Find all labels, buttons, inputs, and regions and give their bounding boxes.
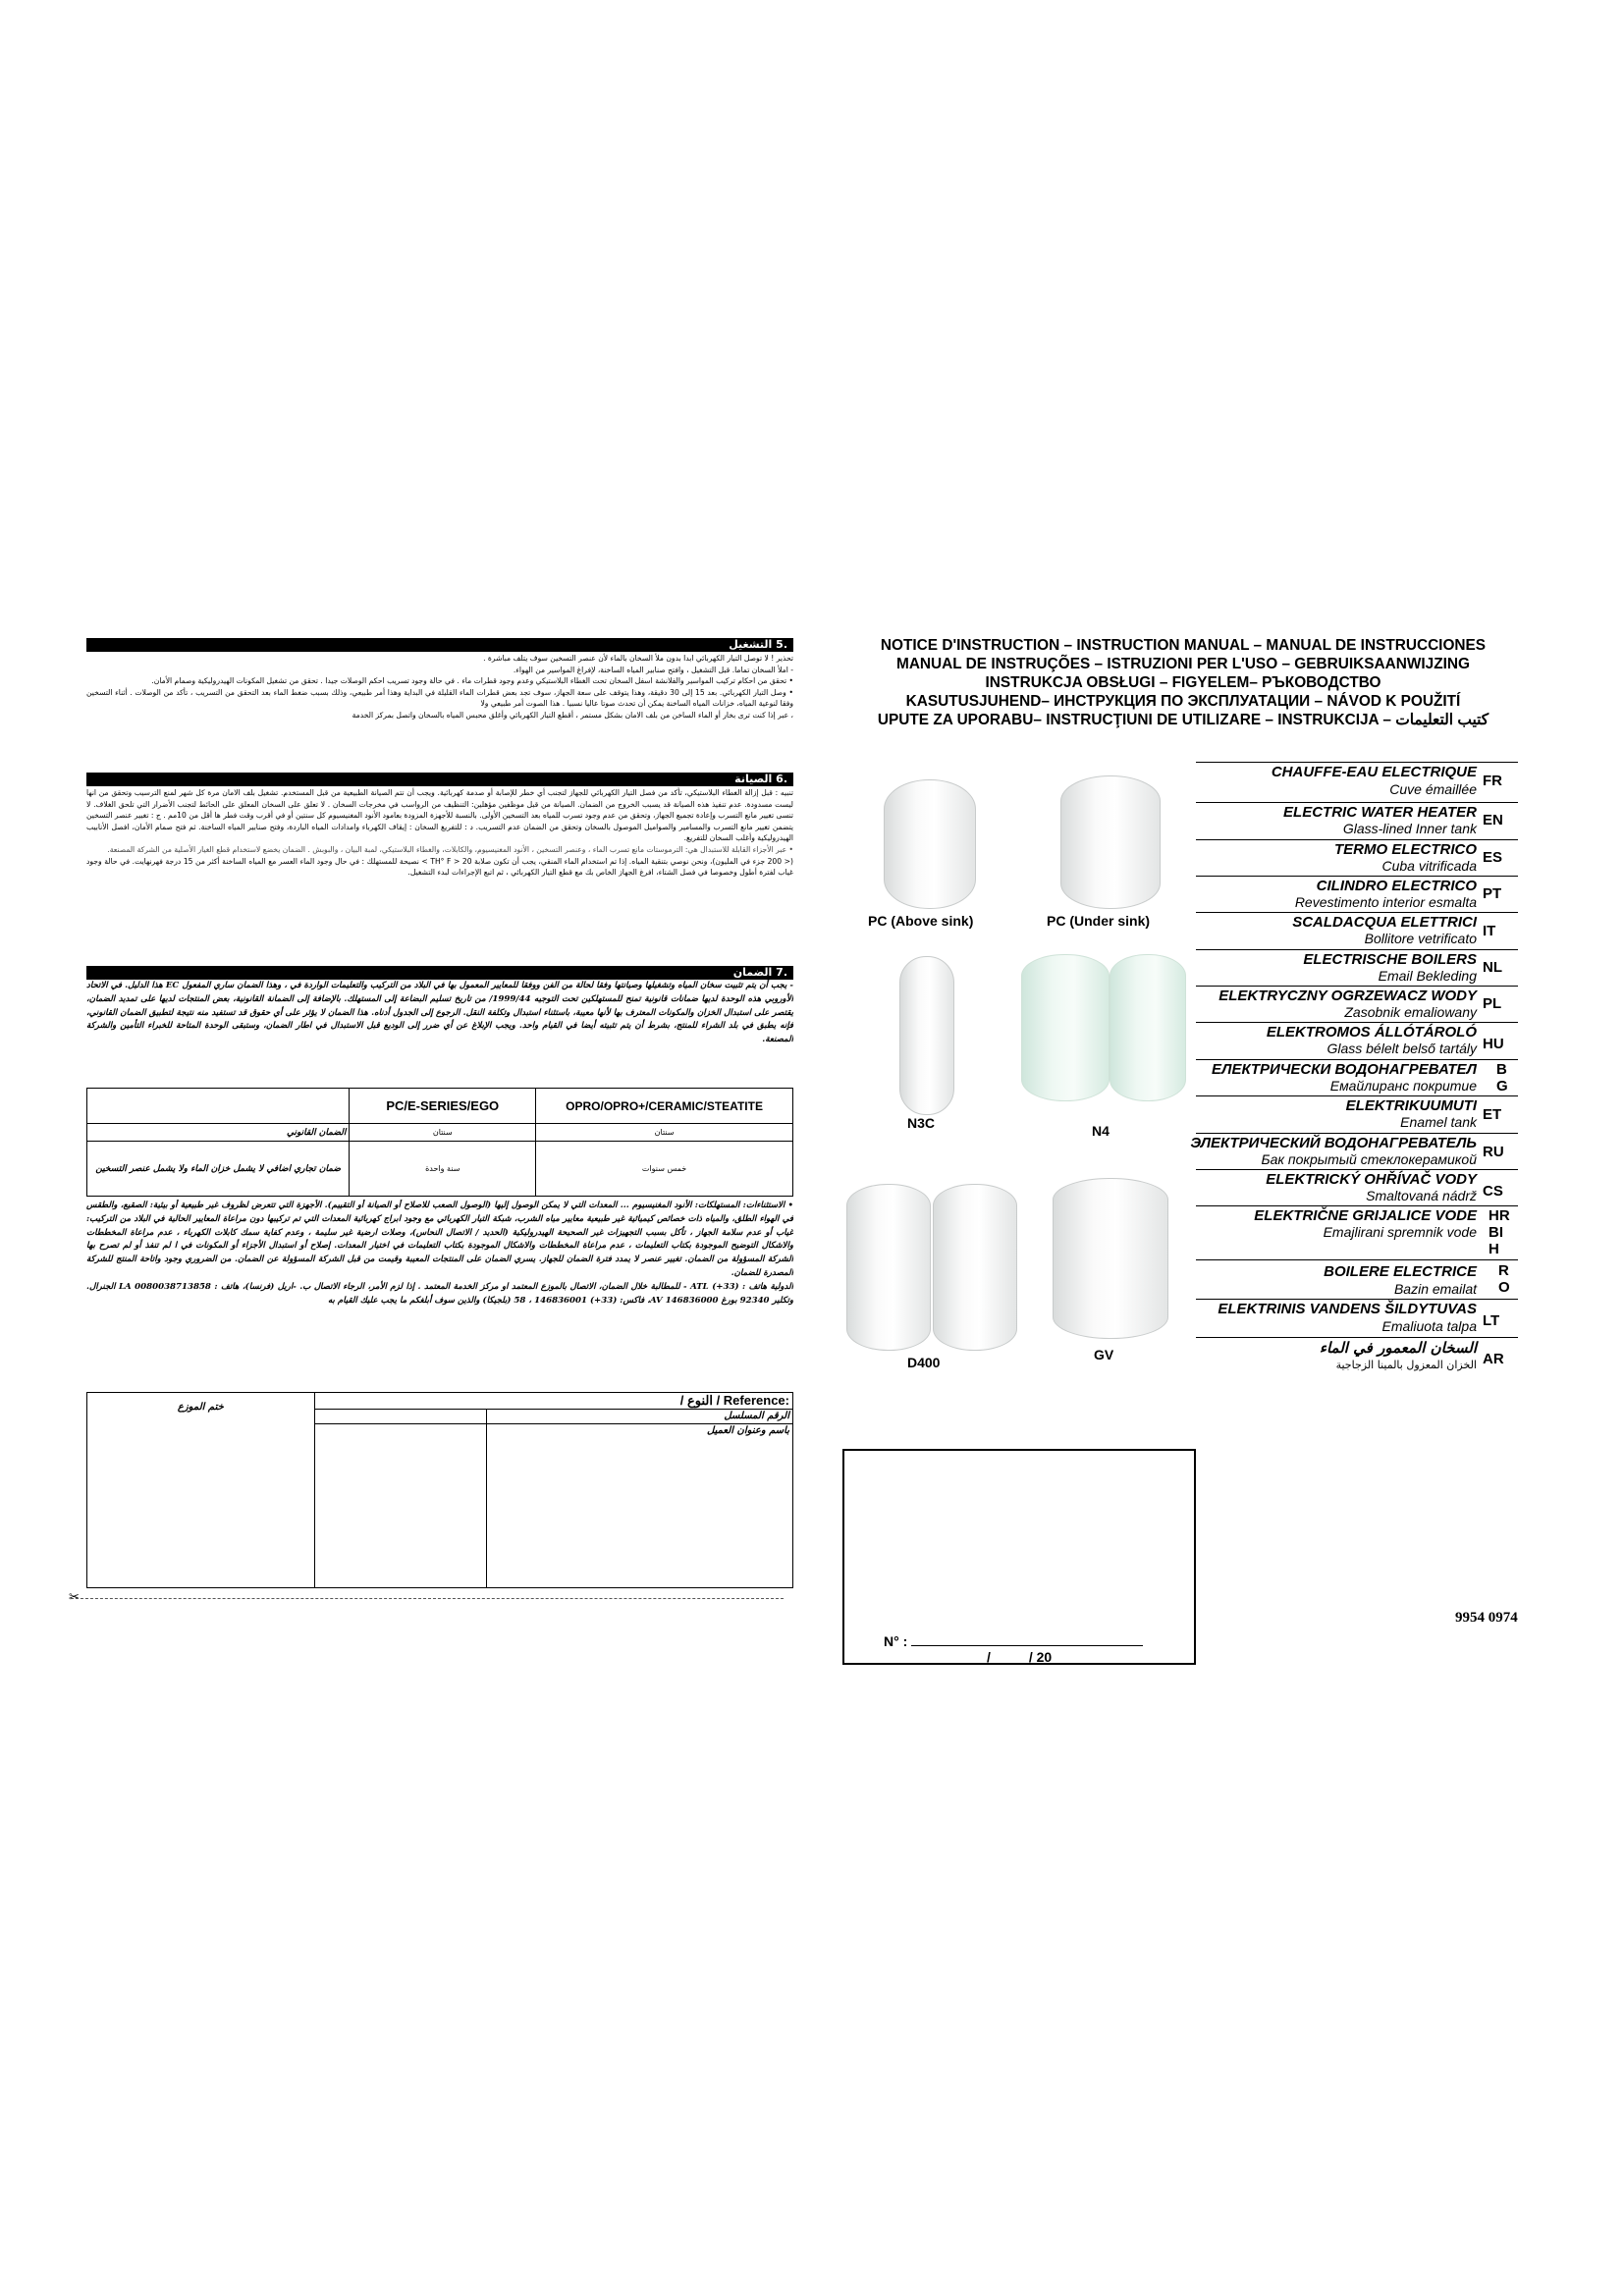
date-field[interactable]: ____ / ____ / 20___ (952, 1649, 1075, 1665)
language-tank-desc: Revestimento interior esmalta (1294, 894, 1477, 910)
language-tank-desc: Emaliuota talpa (1381, 1318, 1477, 1334)
reference-header: / النوع / Reference: (314, 1393, 792, 1410)
serial-number-field[interactable] (884, 1633, 1143, 1649)
scissors-icon: ✂ (69, 1589, 80, 1604)
language-tank-desc: Glass bélelt belső tartály (1326, 1041, 1477, 1056)
language-code: B G (1496, 1061, 1508, 1095)
language-row-lt (1196, 1299, 1518, 1338)
language-heater-name: SCALDACQUA ELETTRICI (1292, 914, 1477, 931)
language-code: ES (1483, 849, 1503, 866)
manual-title-line: NOTICE D'INSTRUCTION – INSTRUCTION MANUAL – MANUAL DE INSTRUCCIONES (880, 637, 1487, 654)
language-code: PT (1483, 885, 1502, 902)
n3c-label: N3C (907, 1115, 936, 1131)
maintenance-paragraph: • عبر الأجزاء القابلة للاستبدال هي: الترموستات مانع تسرب الماء ، وعنصر التسخين ، الأنود المغنيسيوم، والكابلات، والغطاء البلاستيكي، لمبة البيان ، والبوبش . الضمان يخضع لاستخدام قطع الغيار الأصلية من الشركة المصنعة. (107, 844, 793, 854)
language-heater-name: TERMO ELECTRICO (1334, 841, 1477, 858)
operation-paragraph: تحذير ! لا توصل التيار الكهربائي ابدا بدون ملأ السخان بالماء لأن عنصر التسخين سوف يتلف مباشرة . (483, 654, 793, 663)
gv-image (1053, 1178, 1168, 1339)
language-row-ru (1190, 1133, 1518, 1170)
language-code: LT (1483, 1312, 1500, 1329)
language-row-cs (1196, 1169, 1518, 1206)
distributor-stamp-label: ختم الموزع (177, 1402, 224, 1413)
n4-image-1 (1021, 954, 1110, 1101)
language-heater-name: CHAUFFE-EAU ELECTRIQUE (1271, 764, 1477, 780)
language-heater-name: ЕЛЕКТРИЧЕСКИ ВОДОНАГРЕВАТЕЛ (1211, 1061, 1477, 1078)
language-tank-desc: Smaltovaná nádrž (1366, 1188, 1477, 1203)
language-row-en (1196, 802, 1518, 840)
warranty-col-opro: OPRO/OPRO+/CERAMIC/STEATITE (536, 1089, 793, 1124)
pc-under-sink-label: PC (Under sink) (1047, 913, 1151, 929)
language-row-fr (1196, 762, 1518, 803)
n4-label: N4 (1092, 1123, 1110, 1139)
language-tank-desc: Cuba vitrificada (1381, 858, 1477, 874)
language-tank-desc: Bollitore vetrificato (1364, 931, 1477, 946)
language-tank-desc: Zasobnik emaliowany (1344, 1004, 1477, 1020)
warranty-row-extended: ضمان تجاري اضافي لا يشمل خزان الماء ولا يشمل عنصر التسخين (87, 1142, 350, 1197)
stamp-box[interactable] (842, 1449, 1196, 1665)
language-tank-desc: Glass-lined Inner tank (1342, 821, 1477, 836)
language-row-hu (1196, 1022, 1518, 1060)
language-tank-desc: Enamel tank (1400, 1114, 1477, 1130)
language-code: ET (1483, 1106, 1502, 1123)
pc-above-sink-image (884, 779, 976, 909)
language-row-pl (1196, 986, 1518, 1023)
maintenance-text (86, 787, 793, 962)
warranty-paragraph: - يجب أن يتم تثبيت سخان المياه وتشغيلها وصيانتها وفقا لحالة من الفن ووفقا للمعايير المعمول بها في البلاد من التركيب والتعليمات الواردة في ، وهذا الضمان ساري المفعول EC هذا الدليل. في الاتحاد الأوروبي هذه الوحدة لديها ضمانات قانونية تمنح للمستهلكين تحت التوجيه 1999/44/ من تاريخ تسليم البضاعة إلى المستهلك. بالإضافة إلى الضمانة القانونية، بعض المنتجات لديها على تمديد الضمان، يقتصر على استبدال الخزان والمكونات المعترف بها لأنها معيبة، باستثناء استبدال وتكلفة النقل. الرجوع إلى الجدول أدناه. هذا الضمان لا يؤثر على أي حقوق قد تستفيد منه نتيجة لتطبيق الضمان القانوني، فإنه يطبق في بلد الشراء للمنتج، بشرط أن يتم تثبيته أيضا في القيام واحد. ويجب الإبلاغ عن أي ضرر إلى الوديع قبل الاستبدال في اطار الضمان، وستبقى الوحدة المتاحة للخبراء التأمين والشركة المصنعة. (86, 981, 793, 1045)
operation-text (86, 653, 793, 771)
language-heater-name: ELEKTRINIS VANDENS ŠILDYTUVAS (1218, 1301, 1477, 1317)
manual-title-line: MANUAL DE INSTRUÇÕES – ISTRUZIONI PER L'USO – GEBRUIKSAANWIJZING (896, 656, 1470, 672)
language-tank-desc: Bazin emailat (1393, 1281, 1477, 1297)
language-heater-name: ELECTRIC WATER HEATER (1283, 804, 1477, 821)
section-warranty-header: .7 الضمان (86, 966, 793, 980)
language-code: FR (1483, 773, 1502, 789)
exclusions-paragraph: الدولية هاتف : (33+) ATL - للمطالبة خلال الضمان، الاتصال بالموزع المعتمد او مركز الخدمة المعتمد . إذا لزم الأمر، الرجاء الاتصال ب. -اريل (فرنسا)، هاتف : 0080038713858 LA الجنرال. وتكلير 92340 بورغ AV 146836000، فاكس: (33+) 146836001 ، 58 (بلجيكا) والذين سوف أبلغكم ما يجب عليك القيام به (86, 1281, 793, 1306)
warranty-empty-cell (87, 1089, 350, 1124)
exclusions-text (86, 1200, 793, 1388)
serial-number-label: الرقم المسلسل (487, 1410, 793, 1424)
language-tank-desc: الخزان المعزول بالمينا الزجاجية (1335, 1359, 1477, 1371)
pc-above-sink-label: PC (Above sink) (868, 913, 974, 929)
operation-paragraph: • وصل التيار الكهربائي. بعد 15 إلى 30 دقيقة، وهذا يتوقف على سعة الجهاز، سوف تجد بعض قطرات الماء القليلة في البداية وهذا أمر طبيعي، وذلك بسبب ضغط الماء بعد التحقق من التسريب ، تأكد من الوصلات . أثناء التسخين وفقا لنوعية المياه، خزانات المياه الساخنة يمكن أن تحدث صوتا عاليا نسبيا . هذا الصوت أمر طبيعي ولا (86, 687, 793, 709)
language-heater-name: السخان المعمور في الماء (1319, 1339, 1477, 1357)
warranty-legal-pc: سنتان (350, 1124, 536, 1142)
language-code: IT (1483, 923, 1496, 939)
warranty-text (86, 980, 793, 1088)
language-code: NL (1483, 959, 1502, 976)
language-heater-name: BOILERE ELECTRICE (1324, 1263, 1477, 1280)
language-row-it (1196, 912, 1518, 950)
warranty-legal-opro: سنتان (536, 1124, 793, 1142)
exclusions-paragraph: • الاستثناءات: المستهلكات: الأنود المغنيسيوم ... المعدات التي لا يمكن الوصول إليها (الوصول الصعب للاصلاح أو الصيانة أو التقييم). الأجهزة التي تتعرض لظروف غير طبيعية أو بيئية: الصقيع، والطقس في الهواء الطلق، والمياه ذات خصائص كيميائية غير طبيعية معايير مياه الشرب، شبكة التيار الكهربائي مع وجود ابراج كهربائية المعدات التي تم تركيبها دون مراعاة المعايير الحالية في البلاد من التركيب: غياب أو عدم سلامة الجهاز ، تأكل بسبب التجهيزات غير الصحيحة الهيدروليكية (الحديد / الاتصال النحاس)، وصلات ارضية غير سليمة ، وعدم كفاية سمك كابلات الكهرباء ، عدم مراعاة المخططات والاشكال التوضيح الموجودة بكتاب التعليمات ، عدم مراعاة المخططات والاشكال الموجودة بكتاب التعليمات في اختيار المعدات. إصلاح أو استبدال الأجزاء أو المكونات في ا لم تنفذ أو لم تصرح بها الشركة المسؤولة من الضمان. تغيير عنصر لا يمدد فترة الضمان للجهاز. يسري الضمان على المنتجات المعيبة وقيمت من قبل الشركة المسؤولة عن الضمان. من الضروري وجود واتاحة المنتج للشركة المصدرة للضمان. (86, 1201, 793, 1278)
customer-value-cell[interactable] (314, 1424, 487, 1588)
language-row-pt (1196, 876, 1518, 913)
gv-label: GV (1094, 1347, 1114, 1362)
language-code: RU (1483, 1144, 1504, 1160)
n4-image-2 (1110, 954, 1186, 1101)
language-heater-name: CILINDRO ELECTRICO (1316, 878, 1477, 894)
manual-title-line: INSTRUKCJA OBSŁUGI – FIGYELEM– РЪКОВОДСТВО (985, 674, 1381, 691)
serial-number-line (911, 1645, 1143, 1646)
d400-label: D400 (907, 1355, 941, 1370)
language-row-ro (1196, 1259, 1518, 1300)
ref-stamp-cell (87, 1393, 315, 1588)
pc-under-sink-image (1060, 775, 1161, 909)
language-row-hr (1196, 1205, 1518, 1260)
language-heater-name: ELECTRISCHE BOILERS (1303, 951, 1477, 968)
language-tank-desc: Бак покрытый стеклокерамикой (1261, 1151, 1477, 1167)
language-heater-name: ЭЛЕКТРИЧЕСКИЙ ВОДОНАГРЕВАТЕЛЬ (1190, 1135, 1477, 1151)
language-code: R O (1498, 1262, 1510, 1296)
language-row-ar (1196, 1337, 1518, 1377)
language-heater-name: ELEKTRYCZNY OGRZEWACZ WODY (1218, 988, 1477, 1004)
operation-paragraph: ، عبر إذا كنت ترى بخار أو الماء الساخن من بلف الامان بشكل مستمر ، أقطع التيار الكهربائي وأغلق محبس المياه بالسخان واتصل بمركز الخدمة (352, 710, 793, 720)
n3c-image (899, 956, 954, 1115)
d400-image-2 (933, 1184, 1017, 1351)
language-tank-desc: Емайлиранс покритие (1329, 1078, 1477, 1094)
manual-title-line: UPUTE ZA UPORABU– INSTRUCŢIUNI DE UTILIZARE – INSTRUKCIJA – كتيب التعليمات (877, 712, 1489, 728)
language-code: HR BI H (1489, 1207, 1510, 1257)
document-number: 9954 0974 (1455, 1610, 1518, 1626)
language-code: CS (1483, 1183, 1503, 1200)
serial-value-cell[interactable] (314, 1410, 487, 1424)
cut-line (71, 1598, 784, 1599)
language-row-et (1196, 1095, 1518, 1134)
customer-name-label: باسم وعنوان العميل (487, 1424, 793, 1588)
reference-table (86, 1392, 793, 1588)
language-code: EN (1483, 812, 1503, 828)
language-heater-name: ELEKTRIKUUMUTI (1345, 1097, 1477, 1114)
operation-paragraph: • تحقق من احكام تركيب المواسير والفلانشة اسفل السخان تحت الغطاء البلاستيكي وعدم وجود قطرات ماء . في حالة وجود تسريب احكم الوصلات جيدا . تحقق من تشغيل المكونات الهيدروليكية وصمام الأمان. (151, 676, 793, 686)
language-tank-desc: Cuve émaillée (1389, 781, 1477, 797)
language-heater-name: ELEKTRICKÝ OHŘÍVAČ VODY (1266, 1171, 1477, 1188)
language-tank-desc: Email Bekleding (1378, 968, 1477, 984)
language-tank-desc: Emajlirani spremnik vode (1323, 1224, 1477, 1240)
serial-number-label: N° : (884, 1633, 908, 1649)
language-heater-name: ELEKTRIČNE GRIJALICE VODE (1254, 1207, 1477, 1224)
warranty-ext-opro: خمس سنوات (536, 1142, 793, 1197)
maintenance-paragraph: تنبيه : قبل إزالة الغطاء البلاستيكي، تأكد من فصل التيار الكهربائي للجهاز لتجنب أي خطر للإصابة أو صدمة كهربائية. ويجب أن تتم الصيانة الطبيعية من قبل المستخدم. تشغيل بلف الامان مرة كل شهر لمنع الترسيب وتحقق من انها ليست مسدودة. عدم تنفيذ هذه الصيانة قد يسبب الخروج من الضمان. الصيانة من قبل موظفين مؤهلين: التنظيف من الرواسب في مخرجات السخان . لا تعلق على السخان المعلق على الحائط لتجنب الأضرار التي تلحق الغلاف. لا تنسى تغيير مانع التسرب وإعادة تجميع الجهاز، وتحقق من عدم وجود تسرب للمياه بعد التسخين الأولى. بالنسبة للأجهزة المزودة بعامود الأنود المغنيسيوم كل سنتين أو في أقرب وقت فطر ها أقل من 10مم . ج : تغيير عنصر التسخين يتضمن تغيير مانع التسرب والمسامير والصواميل الموصول بالسخان وتحقق من الضمان عدم التسريب. د : للتفريغ السخان : إيقاف الكهرباء وامدادات المياه الباردة، وفتح صنابير المياه الساخنة. ثم فتح صمام الأمان، افصل الأنابيب الهيدروليكية وأغلب السخان للتفريغ. (86, 788, 793, 843)
language-row-nl (1196, 949, 1518, 987)
manual-titles (846, 636, 1520, 729)
maintenance-paragraph: (< 200 جزء في المليون)، ونحن نوصي بتنقية المياه. إذا تم استخدام الماء المنقي، يجب أن تكون صلابة 20 < TH° F > نصيحة للمستهلك : في حال وجود الماء العسر مع المياه الساخنة أكثر من 15 درجة فهرنهايت. في حالة وجود غياب لفترة أطول وخصوصا في فصل الشتاء، افرغ الجهاز الخاص بك مع قطع التيار الكهربائي ، ثم اتبع الإجراءات لبدء التشغيل. (86, 856, 793, 878)
language-heater-name: ELEKTROMOS ÁLLÓTÁROLÓ (1266, 1024, 1477, 1041)
section-operation-header: .5 التشغيل (86, 638, 793, 652)
language-code: AR (1483, 1351, 1504, 1367)
warranty-ext-pc: سنة واحدة (350, 1142, 536, 1197)
language-row-bg (1196, 1059, 1518, 1096)
language-code: HU (1483, 1036, 1504, 1052)
section-maintenance-header: .6 الصيانة (86, 773, 793, 786)
warranty-table (86, 1088, 793, 1197)
language-code: PL (1483, 995, 1502, 1012)
operation-paragraph: - املأ السخان تماما. قبل التشغيل ، وافتح صنابير المياه الساخنة، لإفراغ المواسير من الهواء. (513, 665, 793, 674)
warranty-row-legal: الضمان القانوني (87, 1124, 350, 1142)
language-row-es (1196, 839, 1518, 877)
d400-image-1 (846, 1184, 931, 1351)
warranty-col-pc: PC/E-SERIES/EGO (350, 1089, 536, 1124)
manual-title-line: KASUTUSJUHEND– ИНСТРУКЦИЯ ПО ЭКСПЛУАТАЦИИ – NÁVOD K POUŽITÍ (905, 693, 1461, 710)
